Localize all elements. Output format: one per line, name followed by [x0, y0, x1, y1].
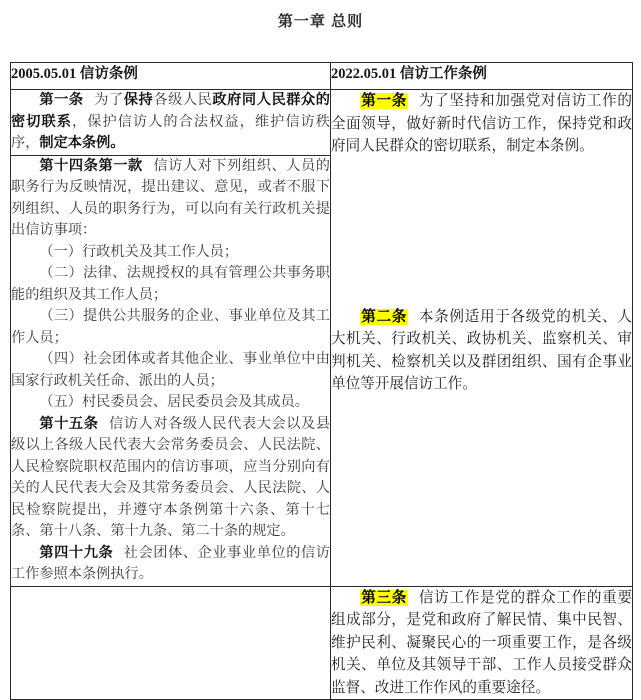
column-header-2005: 2005.05.01 信访条例	[11, 63, 331, 90]
list-item: （四）社会团体或者其他企业、事业单位中由国家行政机关任命、派出的人员；	[11, 351, 330, 389]
table-row	[11, 586, 633, 700]
column-header-2022: 2022.05.01 信访工作条例	[331, 63, 633, 90]
article-text-bold-1: 保持	[123, 92, 154, 108]
article-text-2005-14: 信访人对下列组织、人员的职务行为反映情况，提出建议、意见，或者不服下列组织、人员的职务行为，可以向有关行政机关提出信访事项：	[11, 157, 330, 238]
article-label-2022-1: 第一条	[361, 93, 407, 109]
article-label-2005-14: 第十四条第一款	[39, 157, 143, 174]
paragraph-2022-article-1	[331, 90, 632, 158]
cell-2005-empty	[11, 586, 331, 700]
article-text-part-2: 各级人民	[153, 92, 213, 108]
regulation-comparison-table	[10, 62, 633, 700]
paragraph-2005-article-49	[11, 543, 330, 586]
cell-2005-article-1	[11, 90, 331, 156]
article-text-2022-2: 本条例适用于各级党的机关、人大机关、行政机关、政协机关、监察机关、审判机关、检察机关以及群团组织、国有企事业单位等开展信访工作。	[331, 308, 632, 392]
list-item: （三）提供公共服务的企业、事业单位及其工作人员；	[11, 308, 330, 346]
paragraph-2005-article-15	[11, 414, 330, 543]
page-title: 第一章 总则	[277, 13, 364, 30]
list-item: （二）法律、法规授权的具有管理公共事务职能的组织及其工作人员；	[11, 265, 330, 303]
article-label-2005-1: 第一条	[39, 92, 84, 108]
article-text-bold-3: 制定本条例。	[39, 135, 125, 151]
article-text-part-3: ，保护信访人的合法权益，维护信访秩序，	[11, 113, 330, 151]
cell-2005-articles-14-15-49	[11, 155, 331, 586]
table-header-row	[11, 63, 633, 90]
article-label-2005-49: 第四十九条	[39, 544, 114, 561]
paragraph-2022-article-2	[331, 306, 632, 396]
article-text-part-1: 为了	[93, 92, 124, 108]
article-text-2005-15: 信访人对各级人民代表大会以及县级以上各级人民代表大会常务委员会、人民法院、人民检察院职权范围内的信访事项，应当分别向有关的人民代表大会及其常务委员会、人民法院、人民检察院提出，并遵守本条例第十六条、第十七条、第十八条、第十九条、第二十条的规定。	[11, 415, 330, 539]
article-label-2022-3: 第三条	[361, 589, 407, 606]
paragraph-2022-article-3	[331, 587, 632, 700]
list-item: （五）村民委员会、居民委员会及其成员。	[39, 394, 309, 410]
paragraph-2005-article-1	[11, 90, 330, 155]
article-text-bold-2: 政府同人民群众的密切联系	[11, 92, 330, 130]
cell-2022-article-3	[331, 586, 633, 700]
paragraph-2005-article-14	[11, 156, 330, 242]
table-row	[11, 90, 633, 156]
article-label-2005-15: 第十五条	[39, 415, 99, 432]
article-text-2022-3: 信访工作是党的群众工作的重要组成部分，是党和政府了解民情、集中民智、维护民利、凝聚民心的一项重要工作，是各级机关、单位及其领导干部、工作人员接受群众监督、改进工作作风的重要途径。	[331, 589, 632, 696]
article-text-2022-1: 为了坚持和加强党对信访工作的全面领导，做好新时代信访工作，保持党和政府同人民群众的密切联系，制定本条例。	[331, 93, 632, 154]
spacer-between-articles	[331, 158, 632, 306]
cell-2022-articles-1-2	[331, 90, 633, 587]
list-item: （一）行政机关及其工作人员；	[39, 243, 239, 260]
article-label-2022-2: 第二条	[361, 308, 407, 325]
article-text-2005-49: 社会团体、企业事业单位的信访工作参照本条例执行。	[11, 544, 330, 582]
